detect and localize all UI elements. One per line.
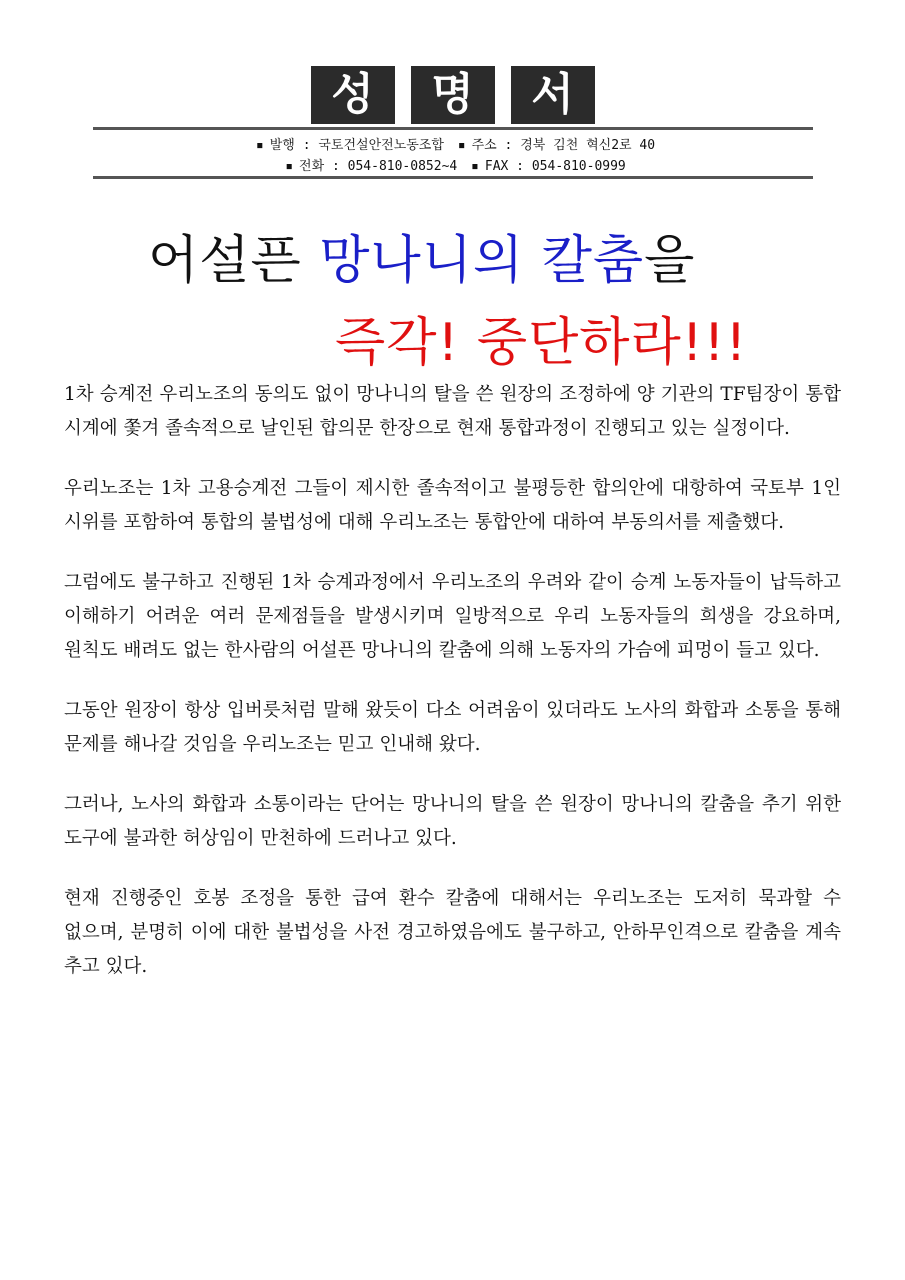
paragraph-5: 그러나, 노사의 화합과 소통이라는 단어는 망나니의 탈을 쓴 원장이 망나니의 칼춤을 추기 위한 도구에 불과한 허상임이 만천하에 드러나고 있다. xyxy=(64,794,841,849)
contact-info-line xyxy=(0,155,905,174)
paragraph-4: 그동안 원장이 항상 입버릇처럼 말해 왔듯이 다소 어려움이 있더라도 노사의 화합과 소통을 통해 문제를 해나갈 것임을 우리노조는 믿고 인내해 왔다. xyxy=(64,700,841,755)
title-char-1: 성 xyxy=(311,66,395,124)
bullet-icon: ▪ xyxy=(471,159,479,174)
publisher-info-line xyxy=(0,134,905,153)
headline-line-1 xyxy=(148,218,695,293)
bullet-icon: ▪ xyxy=(255,138,264,153)
headline-part-particle: 을 xyxy=(644,231,696,291)
statement-body xyxy=(64,378,841,1010)
header-top-rule xyxy=(93,127,813,130)
paragraph-3: 그럼에도 불구하고 진행된 1차 승계과정에서 우리노조의 우려와 같이 승계 노동자들이 납득하고 이해하기 어려운 여러 문제점들을 발생시키며 일방적으로 우리 노동자들의 희생을 강요하며, 원칙도 배려도 없는 한사람의 어설픈 망나니의 칼춤에 의해 노동자의 가슴에 피멍이 들고 있다. xyxy=(64,572,841,661)
bullet-icon: ▪ xyxy=(457,138,466,153)
address-text: 주소 : 경북 김천 혁신2로 40 xyxy=(471,138,656,153)
paragraph-1: 1차 승계전 우리노조의 동의도 없이 망나니의 탈을 쓴 원장의 조정하에 양 기관의 TF팀장이 통합 시계에 쫓겨 졸속적으로 날인된 합의문 한장으로 현재 통합과정이 진행되고 있는 실정이다. xyxy=(64,384,841,439)
paragraph-6: 현재 진행중인 호봉 조정을 통한 급여 환수 칼춤에 대해서는 우리노조는 도저히 묵과할 수 없으며, 분명히 이에 대한 불법성을 사전 경고하였음에도 불구하고, 안하무인격으로 칼춤을 계속 추고 있다. xyxy=(64,888,841,977)
bullet-icon: ▪ xyxy=(285,159,294,174)
title-char-2: 명 xyxy=(411,66,495,124)
headline-part-black: 어설픈 xyxy=(148,231,320,291)
phone-text: 전화 : 054-810-0852~4 xyxy=(299,159,458,174)
headline-part-blue: 망나니의 칼춤 xyxy=(319,231,645,291)
paragraph-2: 우리노조는 1차 고용승계전 그들이 제시한 졸속적이고 불평등한 합의안에 대항하여 국토부 1인 시위를 포함하여 통합의 불법성에 대해 우리노조는 통합안에 대하여 부동의서를 제출했다. xyxy=(64,478,841,533)
fax-text: FAX : 054-810-0999 xyxy=(484,159,626,174)
headline-line-2: 즉각! 중단하라!!! xyxy=(335,313,748,373)
header-bottom-rule xyxy=(93,176,813,179)
publisher-text: 발행 : 국토건설안전노동조합 xyxy=(269,138,444,153)
title-char-3: 서 xyxy=(511,66,595,124)
document-title xyxy=(0,66,905,124)
